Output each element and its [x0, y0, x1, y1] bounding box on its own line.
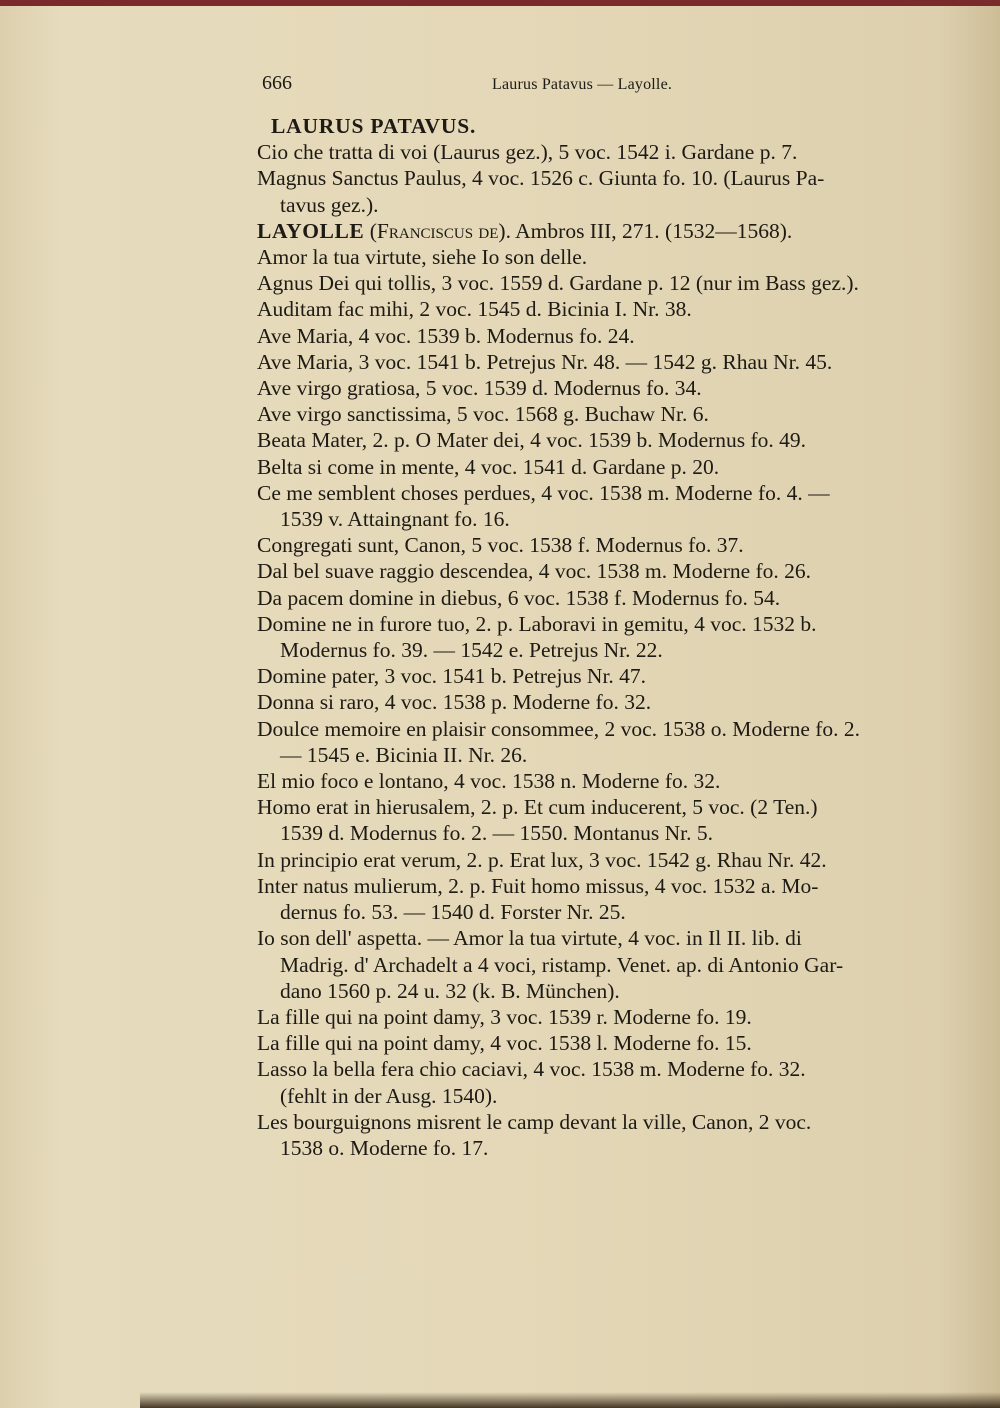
entry-line: Beata Mater, 2. p. O Mater dei, 4 voc. 1539 b. Modernus fo. 49. [257, 428, 807, 453]
entry-line: tavus gez.). [280, 192, 379, 217]
running-head: Laurus Patavus — Layolle. [492, 76, 673, 93]
entry-line: Agnus Dei qui tollis, 3 voc. 1559 d. Gardane p. 12 (nur im Bass gez.). [257, 271, 859, 296]
entry-line: Ave virgo sanctissima, 5 voc. 1568 g. Buchaw Nr. 6. [257, 402, 709, 427]
entry-line: — 1545 e. Bicinia II. Nr. 26. [280, 742, 528, 767]
entry-line: Io son dell' aspetta. — Amor la tua virtute, 4 voc. in Il II. lib. di [257, 926, 802, 951]
composer-heading [257, 218, 927, 244]
page-top-edge [0, 0, 1000, 6]
entry-line: Homo erat in hierusalem, 2. p. Et cum inducerent, 5 voc. (2 Ten.) [257, 795, 818, 820]
entry-line: Auditam fac mihi, 2 voc. 1545 d. Bicinia I. Nr. 38. [257, 297, 692, 322]
entry-line: Amor la tua virtute, siehe Io son delle. [257, 245, 588, 270]
entry-line: 1539 d. Modernus fo. 2. — 1550. Montanus Nr. 5. [280, 821, 713, 846]
composer-name: LAYOLLE [257, 218, 365, 243]
entry-line: Magnus Sanctus Paulus, 4 voc. 1526 c. Giunta fo. 10. (Laurus Pa- [257, 166, 825, 191]
entry-line: Inter natus mulierum, 2. p. Fuit homo missus, 4 voc. 1532 a. Mo- [257, 873, 819, 898]
entry-line: Modernus fo. 39. — 1542 e. Petrejus Nr. 22. [280, 638, 663, 663]
entry-line: Lasso la bella fera chio caciavi, 4 voc. 1538 m. Moderne fo. 32. [257, 1057, 806, 1082]
entry-line: Ave virgo gratiosa, 5 voc. 1539 d. Modernus fo. 34. [257, 376, 702, 401]
entry-line: 1538 o. Moderne fo. 17. [280, 1135, 489, 1160]
entry-line: La fille qui na point damy, 4 voc. 1538 l. Moderne fo. 15. [257, 1031, 752, 1056]
entry-line: Cio che tratta di voi (Laurus gez.), 5 voc. 1542 i. Gardane p. 7. [257, 140, 798, 165]
entry-line: Domine pater, 3 voc. 1541 b. Petrejus Nr. 47. [257, 664, 647, 689]
entry-line: Dal bel suave raggio descendea, 4 voc. 1538 m. Moderne fo. 26. [257, 559, 812, 584]
composer-reference: Ambros III, 271. (1532—1568). [510, 218, 793, 243]
entry-line: In principio erat verum, 2. p. Erat lux, 3 voc. 1542 g. Rhau Nr. 42. [257, 847, 827, 872]
entry-line: 1539 v. Attaingnant fo. 16. [280, 507, 510, 532]
entry-line: Belta si come in mente, 4 voc. 1541 d. Gardane p. 20. [257, 454, 720, 479]
entry-line: Domine ne in furore tuo, 2. p. Laboravi in gemitu, 4 voc. 1532 b. [257, 611, 817, 636]
entry-line: Ave Maria, 3 voc. 1541 b. Petrejus Nr. 48. — 1542 g. Rhau Nr. 45. [257, 349, 833, 374]
entry-line: Doulce memoire en plaisir consommee, 2 voc. 1538 o. Moderne fo. 2. [257, 716, 861, 741]
page-bottom-edge [140, 1392, 1000, 1408]
entry-line: Da pacem domine in diebus, 6 voc. 1538 f. Modernus fo. 54. [257, 585, 781, 610]
entry-line: Ce me semblent choses perdues, 4 voc. 1538 m. Moderne fo. 4. — [257, 480, 830, 505]
entry-line: (fehlt in der Ausg. 1540). [280, 1083, 498, 1108]
composer-given-name: (Franciscus de). [369, 218, 511, 243]
entry-line: Madrig. d' Archadelt a 4 voci, ristamp. Venet. ap. di Antonio Gar- [280, 952, 844, 977]
entry-line: El mio foco e lontano, 4 voc. 1538 n. Moderne fo. 32. [257, 769, 721, 794]
page-header [262, 70, 922, 96]
entry-line: Les bourguignons misrent le camp devant la ville, Canon, 2 voc. [257, 1109, 812, 1134]
section-heading: LAURUS PATAVUS. [271, 114, 477, 138]
catalog-text [257, 113, 927, 1161]
entry-line: dernus fo. 53. — 1540 d. Forster Nr. 25. [280, 900, 626, 925]
entry-line: Ave Maria, 4 voc. 1539 b. Modernus fo. 24. [257, 323, 635, 348]
entry-line: La fille qui na point damy, 3 voc. 1539 r. Moderne fo. 19. [257, 1004, 752, 1029]
entry-line: Donna si raro, 4 voc. 1538 p. Moderne fo. 32. [257, 690, 652, 715]
page-number: 666 [262, 72, 292, 94]
entry-line: Congregati sunt, Canon, 5 voc. 1538 f. Modernus fo. 37. [257, 533, 744, 558]
entry-line: dano 1560 p. 24 u. 32 (k. B. München). [280, 978, 620, 1003]
